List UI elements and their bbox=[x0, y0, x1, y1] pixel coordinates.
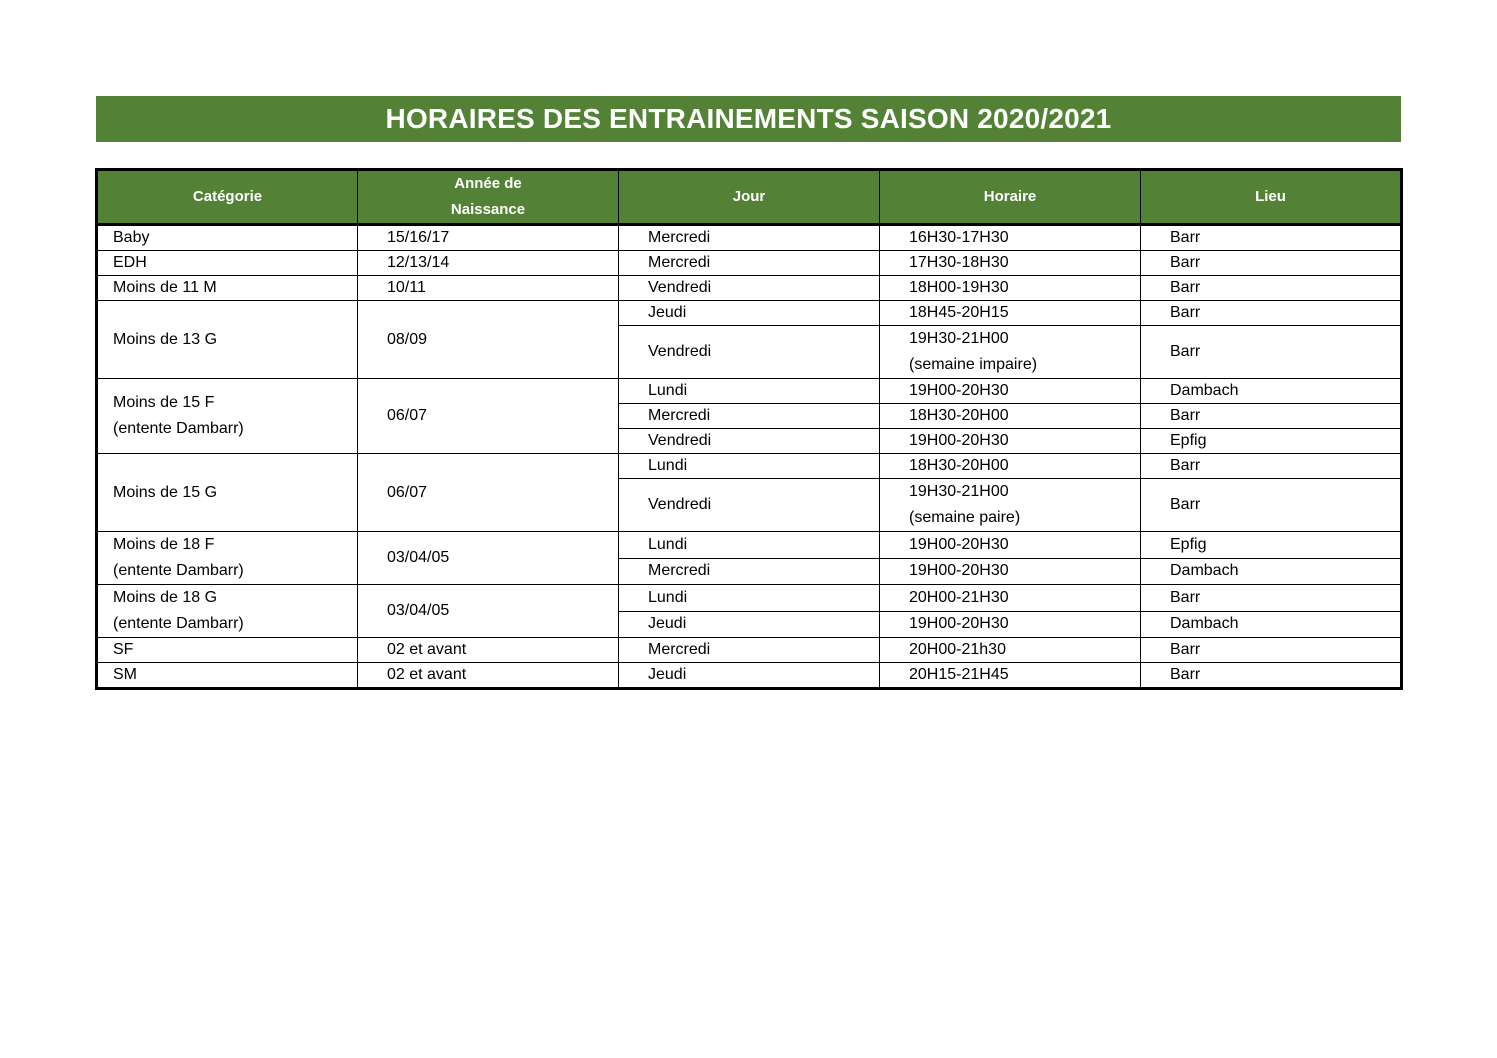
table-row bbox=[97, 585, 1402, 612]
cell-jour: Vendredi bbox=[619, 326, 880, 379]
cell-lieu: Barr bbox=[1141, 276, 1402, 301]
categorie-note: (entente Dambarr) bbox=[113, 562, 244, 579]
cell-jour: Mercredi bbox=[619, 558, 880, 585]
cell-lieu: Barr bbox=[1141, 663, 1402, 689]
categorie-note: (entente Dambarr) bbox=[113, 420, 244, 437]
categorie-note: (entente Dambarr) bbox=[113, 615, 244, 632]
table-row bbox=[97, 301, 1402, 326]
cell-annee: 03/04/05 bbox=[358, 585, 619, 638]
cell-horaire: 18H00-19H30 bbox=[880, 276, 1141, 301]
cell-annee: 15/16/17 bbox=[358, 225, 619, 251]
cell-categorie: Moins de 13 G bbox=[97, 301, 358, 379]
cell-horaire: 20H00-21h30 bbox=[880, 638, 1141, 663]
cell-categorie: Moins de 15 F (entente Dambarr) bbox=[97, 379, 358, 454]
cell-categorie: Moins de 11 M bbox=[97, 276, 358, 301]
cell-jour: Vendredi bbox=[619, 429, 880, 454]
cell-jour: Jeudi bbox=[619, 301, 880, 326]
cell-lieu: Epfig bbox=[1141, 532, 1402, 559]
cell-horaire: 17H30-18H30 bbox=[880, 251, 1141, 276]
cell-lieu: Barr bbox=[1141, 301, 1402, 326]
header-horaire: Horaire bbox=[880, 170, 1141, 225]
cell-lieu: Barr bbox=[1141, 479, 1402, 532]
cell-annee: 10/11 bbox=[358, 276, 619, 301]
table-row bbox=[97, 251, 1402, 276]
training-schedule-table bbox=[95, 168, 1403, 690]
cell-jour: Vendredi bbox=[619, 479, 880, 532]
table-row bbox=[97, 638, 1402, 663]
cell-horaire: 18H45-20H15 bbox=[880, 301, 1141, 326]
cell-lieu: Barr bbox=[1141, 326, 1402, 379]
cell-categorie: EDH bbox=[97, 251, 358, 276]
header-categorie: Catégorie bbox=[97, 170, 358, 225]
cell-lieu: Barr bbox=[1141, 225, 1402, 251]
cell-annee: 06/07 bbox=[358, 454, 619, 532]
cell-lieu: Dambach bbox=[1141, 611, 1402, 638]
table-header-row bbox=[97, 170, 1402, 225]
cell-jour: Jeudi bbox=[619, 611, 880, 638]
table-row bbox=[97, 532, 1402, 559]
cell-categorie: Baby bbox=[97, 225, 358, 251]
cell-lieu: Barr bbox=[1141, 454, 1402, 479]
horaire-note: (semaine paire) bbox=[909, 509, 1021, 526]
cell-categorie: Moins de 15 G bbox=[97, 454, 358, 532]
cell-jour: Lundi bbox=[619, 454, 880, 479]
table-row bbox=[97, 663, 1402, 689]
cell-lieu: Epfig bbox=[1141, 429, 1402, 454]
cell-jour: Mercredi bbox=[619, 225, 880, 251]
cell-annee: 06/07 bbox=[358, 379, 619, 454]
cell-lieu: Barr bbox=[1141, 404, 1402, 429]
cell-jour: Mercredi bbox=[619, 638, 880, 663]
cell-horaire: 19H30-21H00 (semaine impaire) bbox=[880, 326, 1141, 379]
cell-annee: 12/13/14 bbox=[358, 251, 619, 276]
cell-horaire: 19H00-20H30 bbox=[880, 429, 1141, 454]
cell-horaire: 20H15-21H45 bbox=[880, 663, 1141, 689]
cell-annee: 02 et avant bbox=[358, 663, 619, 689]
cell-jour: Jeudi bbox=[619, 663, 880, 689]
cell-categorie: Moins de 18 G (entente Dambarr) bbox=[97, 585, 358, 638]
table-row bbox=[97, 379, 1402, 404]
cell-categorie: Moins de 18 F (entente Dambarr) bbox=[97, 532, 358, 585]
table-row bbox=[97, 276, 1402, 301]
table-row bbox=[97, 454, 1402, 479]
header-annee-naissance: Année de Naissance bbox=[358, 170, 619, 225]
cell-jour: Mercredi bbox=[619, 404, 880, 429]
cell-lieu: Barr bbox=[1141, 638, 1402, 663]
cell-horaire: 18H30-20H00 bbox=[880, 404, 1141, 429]
cell-horaire: 19H30-21H00 (semaine paire) bbox=[880, 479, 1141, 532]
cell-annee: 02 et avant bbox=[358, 638, 619, 663]
cell-horaire: 18H30-20H00 bbox=[880, 454, 1141, 479]
cell-horaire: 19H00-20H30 bbox=[880, 379, 1141, 404]
cell-horaire: 20H00-21H30 bbox=[880, 585, 1141, 612]
cell-lieu: Dambach bbox=[1141, 379, 1402, 404]
cell-categorie: SF bbox=[97, 638, 358, 663]
cell-jour: Mercredi bbox=[619, 251, 880, 276]
cell-horaire: 16H30-17H30 bbox=[880, 225, 1141, 251]
cell-categorie: SM bbox=[97, 663, 358, 689]
cell-jour: Lundi bbox=[619, 532, 880, 559]
cell-jour: Lundi bbox=[619, 379, 880, 404]
page-title: HORAIRES DES ENTRAINEMENTS SAISON 2020/2021 bbox=[96, 96, 1401, 142]
cell-horaire: 19H00-20H30 bbox=[880, 611, 1141, 638]
cell-annee: 08/09 bbox=[358, 301, 619, 379]
cell-horaire: 19H00-20H30 bbox=[880, 558, 1141, 585]
cell-lieu: Barr bbox=[1141, 251, 1402, 276]
cell-annee: 03/04/05 bbox=[358, 532, 619, 585]
cell-jour: Lundi bbox=[619, 585, 880, 612]
horaire-note: (semaine impaire) bbox=[909, 356, 1038, 373]
cell-horaire: 19H00-20H30 bbox=[880, 532, 1141, 559]
table-row bbox=[97, 225, 1402, 251]
cell-jour: Vendredi bbox=[619, 276, 880, 301]
cell-lieu: Barr bbox=[1141, 585, 1402, 612]
header-jour: Jour bbox=[619, 170, 880, 225]
cell-lieu: Dambach bbox=[1141, 558, 1402, 585]
header-lieu: Lieu bbox=[1141, 170, 1402, 225]
